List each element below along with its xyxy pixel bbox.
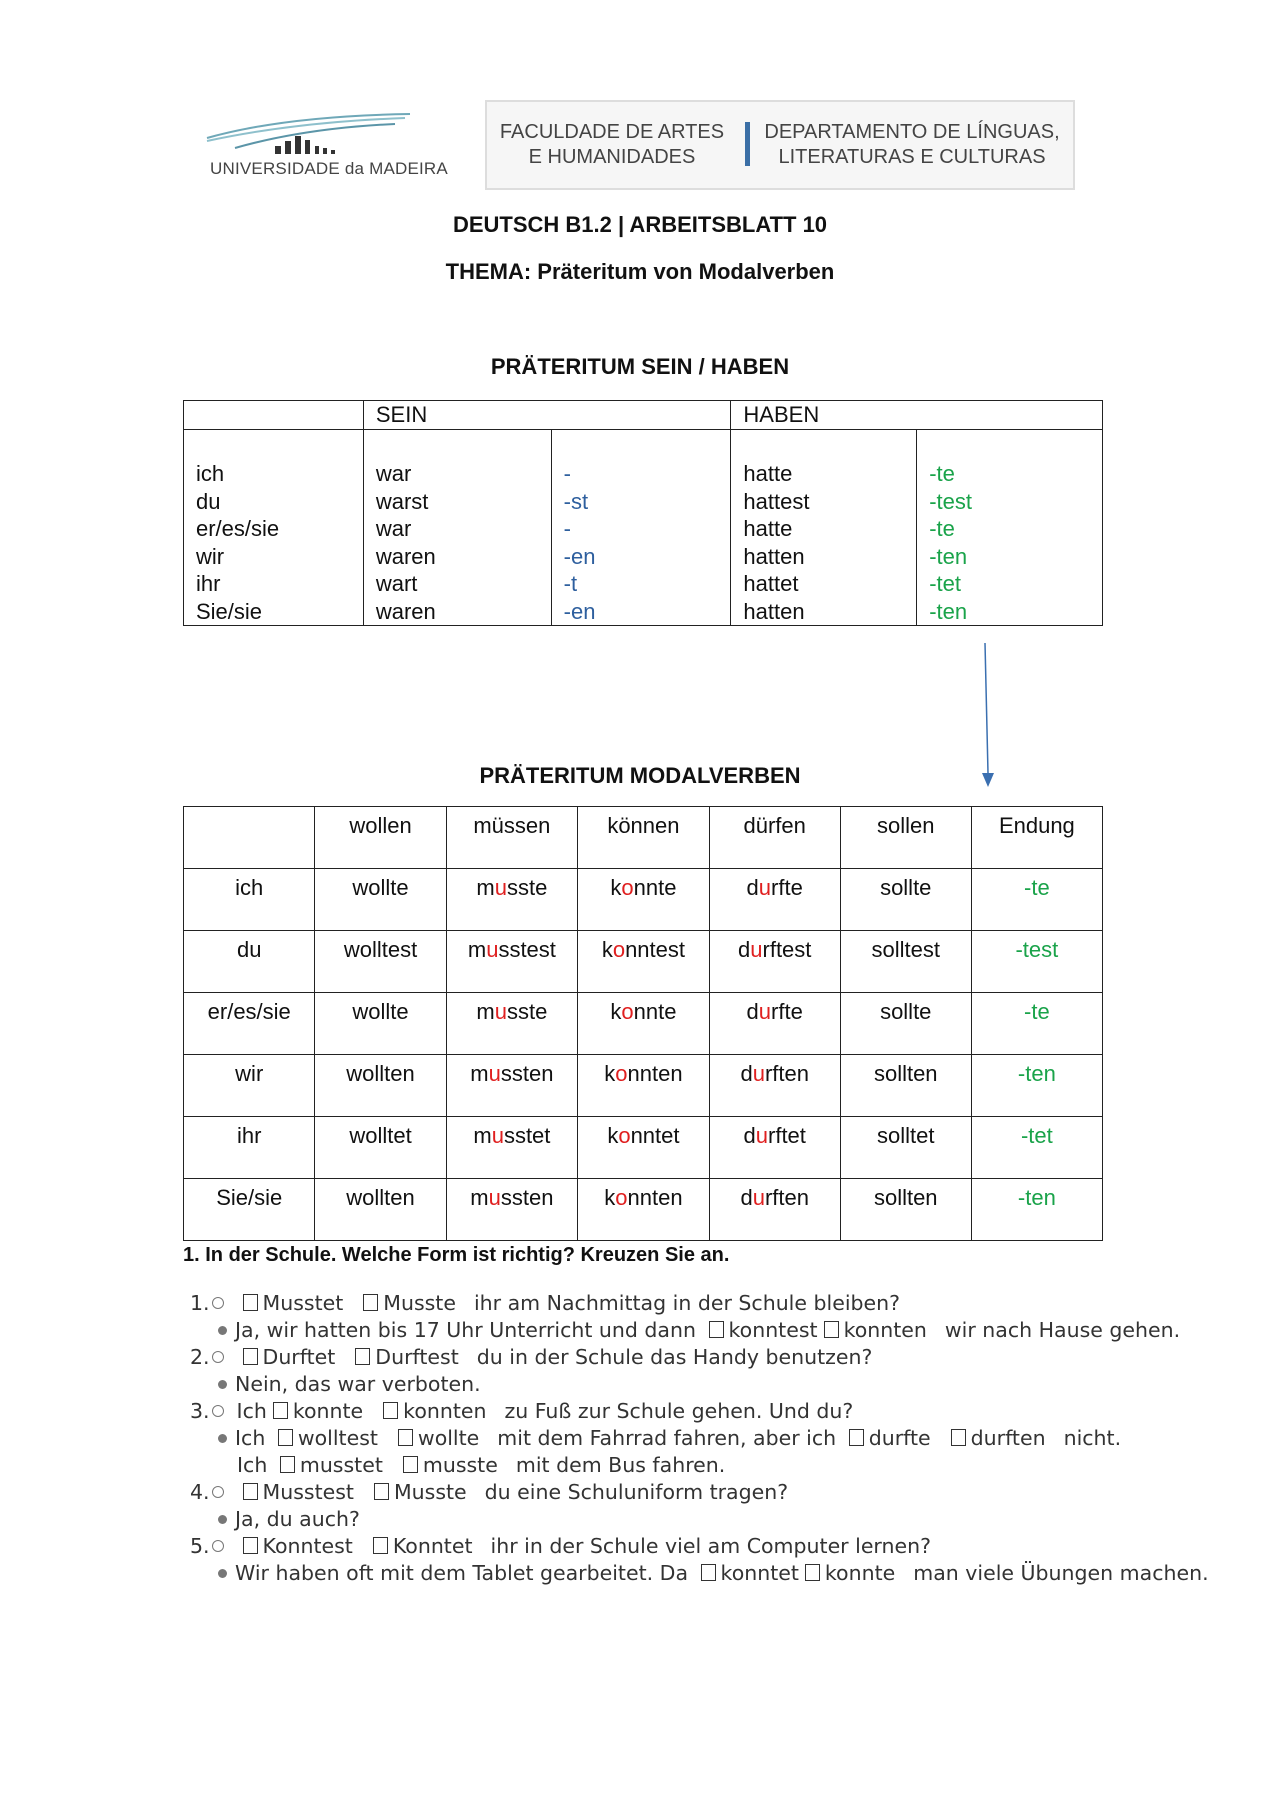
header-cell	[184, 807, 315, 869]
word-part: m	[476, 875, 495, 900]
option-label: durfte	[868, 1426, 931, 1450]
table-cell: wolltest	[315, 931, 446, 993]
sentence-text: Ja, wir hatten bis 17 Uhr Unterricht und dann	[235, 1318, 696, 1342]
answer-3b	[190, 1452, 1135, 1479]
question-number: 5.	[190, 1534, 210, 1558]
answer-4	[190, 1506, 1135, 1533]
haben-form: hatte	[743, 516, 793, 541]
university-logo	[205, 108, 448, 188]
question-4	[190, 1479, 1135, 1506]
sentence-text: Nein, das war verboten.	[235, 1372, 481, 1396]
table-cell: du	[184, 931, 315, 993]
question-number: 3.	[190, 1399, 210, 1423]
speaker-b-icon	[218, 1515, 227, 1524]
stem-vowel: o	[612, 937, 626, 962]
sein-ending: -en	[563, 598, 596, 624]
department-line: DEPARTAMENTO DE LÍNGUAS,	[764, 121, 1060, 143]
table-cell	[709, 1179, 840, 1241]
word-part: rftet	[768, 1123, 806, 1148]
table-cell	[578, 1055, 709, 1117]
option-label: konnten	[403, 1399, 487, 1423]
sein-ending: -en	[563, 543, 596, 569]
checkbox[interactable]	[280, 1456, 295, 1473]
word-part: nntet	[630, 1123, 680, 1148]
sein-ending: -	[563, 516, 571, 541]
sentence-text: mit dem Bus fahren.	[515, 1453, 726, 1477]
checkbox[interactable]	[383, 1402, 398, 1419]
speaker-b-icon	[218, 1326, 227, 1335]
stem-vowel: u	[494, 875, 507, 900]
question-3	[190, 1398, 1135, 1425]
question-number: 2.	[190, 1345, 210, 1369]
table-cell: sollten	[840, 1179, 971, 1241]
table-cell	[578, 931, 709, 993]
question-2	[190, 1344, 1135, 1371]
word-part: k	[607, 1123, 619, 1148]
table-cell	[709, 993, 840, 1055]
header-cell: müssen	[446, 807, 578, 869]
checkbox[interactable]	[278, 1429, 293, 1446]
word-part: d	[740, 1185, 753, 1210]
table-cell: sollte	[840, 869, 971, 931]
university-name: UNIVERSIDADE da MADEIRA	[210, 159, 448, 178]
department-name	[757, 120, 1067, 170]
sentence-text: Ich	[236, 1399, 267, 1423]
pronoun: ihr	[196, 571, 221, 596]
word-part: d	[738, 937, 751, 962]
sentence-text: Ich	[237, 1453, 268, 1477]
word-part: sstet	[503, 1123, 551, 1148]
table-cell	[446, 931, 578, 993]
banner-divider	[745, 122, 750, 166]
option-label: Konntet	[392, 1534, 473, 1558]
stem-vowel: o	[621, 999, 634, 1024]
sentence-text: wir nach Hause gehen.	[944, 1318, 1181, 1342]
table-cell: sollten	[840, 1055, 971, 1117]
sentence-text: Wir haben oft mit dem Tablet gearbeitet. Da	[235, 1561, 689, 1585]
haben-ending: -te	[929, 516, 955, 541]
sein-form: waren	[375, 543, 436, 569]
exercise-list	[190, 1290, 1209, 1587]
sein-form: wart	[375, 571, 418, 596]
option-label: konntest	[728, 1318, 818, 1342]
sentence-text: du eine Schuluniform tragen?	[484, 1480, 789, 1504]
checkbox[interactable]	[701, 1564, 716, 1581]
option-label: wollte	[417, 1426, 480, 1450]
header-cell: wollen	[315, 807, 446, 869]
header-sein: SEIN	[363, 401, 731, 430]
word-part: m	[476, 999, 495, 1024]
option-label: konntet	[720, 1561, 799, 1585]
table-cell	[709, 1055, 840, 1117]
checkbox[interactable]	[243, 1348, 258, 1365]
table-cell: er/es/sie	[184, 993, 315, 1055]
sein-ending: -st	[563, 488, 589, 514]
table-cell: wollten	[315, 1055, 446, 1117]
sein-form: waren	[375, 598, 436, 624]
speaker-a-icon	[212, 1405, 224, 1417]
stem-vowel: u	[488, 1061, 501, 1086]
answer-5	[190, 1560, 1209, 1587]
word-part: nnten	[627, 1185, 683, 1210]
table-cell: wollte	[315, 993, 446, 1055]
table-cell: -ten	[971, 1055, 1102, 1117]
table-cell	[446, 1055, 578, 1117]
sentence-text: ihr in der Schule viel am Computer lernen?	[490, 1534, 931, 1558]
word-part: sste	[506, 999, 548, 1024]
speaker-a-icon	[212, 1351, 224, 1363]
checkbox[interactable]	[273, 1402, 288, 1419]
checkbox[interactable]	[398, 1429, 413, 1446]
sentence-text: Ich	[235, 1426, 266, 1450]
checkbox[interactable]	[373, 1537, 388, 1554]
checkbox[interactable]	[243, 1483, 258, 1500]
stem-vowel: u	[752, 1061, 765, 1086]
stem-vowel: u	[494, 999, 507, 1024]
option-label: Musstest	[262, 1480, 354, 1504]
table-row	[184, 931, 1103, 993]
stem-vowel: u	[758, 875, 772, 900]
word-part: d	[740, 1061, 753, 1086]
haben-form: hattest	[743, 488, 810, 514]
word-part: nnten	[627, 1061, 683, 1086]
word-part: ssten	[500, 1185, 554, 1210]
word-part: ssten	[500, 1061, 554, 1086]
stem-vowel: u	[758, 999, 772, 1024]
option-label: Musste	[383, 1291, 456, 1315]
word-part: k	[610, 875, 622, 900]
option-label: musstet	[299, 1453, 383, 1477]
speaker-a-icon	[212, 1297, 224, 1309]
table-cell: ich	[184, 869, 315, 931]
word-part: m	[470, 1185, 489, 1210]
stem-vowel: u	[750, 937, 763, 962]
pronoun-column	[184, 430, 364, 626]
haben-form: hatte	[743, 461, 793, 486]
word-part: k	[604, 1061, 616, 1086]
stem-vowel: u	[755, 1123, 768, 1148]
sein-forms-column	[363, 430, 551, 626]
faculty-line: E HUMANIDADES	[528, 146, 696, 168]
sein-haben-table	[183, 400, 1103, 626]
option-label: konnte	[824, 1561, 896, 1585]
table-cell	[446, 1179, 578, 1241]
option-label: Musste	[393, 1480, 467, 1504]
word-part: nnte	[633, 875, 677, 900]
sein-form: war	[375, 516, 412, 541]
word-part: k	[604, 1185, 616, 1210]
stem-vowel: u	[752, 1185, 765, 1210]
answer-1	[190, 1317, 1181, 1344]
table-cell	[578, 1117, 709, 1179]
sentence-text: Ja, du auch?	[235, 1507, 360, 1531]
checkbox[interactable]	[374, 1483, 389, 1500]
word-part: d	[746, 875, 759, 900]
pronoun: ich	[196, 461, 225, 486]
sentence-text: mit dem Fahrrad fahren, aber ich	[497, 1426, 837, 1450]
answer-3	[190, 1425, 1135, 1452]
question-1	[190, 1290, 1135, 1317]
table-cell: -test	[971, 931, 1102, 993]
haben-ending: -ten	[929, 598, 968, 624]
sentence-text: nicht.	[1063, 1426, 1122, 1450]
speaker-a-icon	[212, 1540, 224, 1552]
option-label: Durftet	[262, 1345, 336, 1369]
modalverben-table	[183, 806, 1103, 1241]
question-5	[190, 1533, 1135, 1560]
table-cell	[709, 931, 840, 993]
question-number: 4.	[190, 1480, 210, 1504]
table-row	[184, 1055, 1103, 1117]
header-cell: können	[578, 807, 709, 869]
pronoun: du	[196, 488, 221, 514]
table-header-row	[184, 807, 1103, 869]
haben-ending: -te	[929, 461, 955, 486]
pronoun: er/es/sie	[196, 516, 280, 541]
stem-vowel: u	[491, 1123, 504, 1148]
sentence-text: man viele Übungen machen.	[913, 1561, 1209, 1585]
speaker-b-icon	[218, 1569, 227, 1578]
table-cell: wollte	[315, 869, 446, 931]
table-cell: solltest	[840, 931, 971, 993]
table-row	[184, 993, 1103, 1055]
sein-ending: -t	[563, 571, 578, 596]
table-cell: Sie/sie	[184, 1179, 315, 1241]
answer-2	[190, 1371, 1135, 1398]
table-cell	[446, 993, 578, 1055]
sein-endings-column	[551, 430, 731, 626]
checkbox[interactable]	[243, 1537, 258, 1554]
option-label: Durftest	[375, 1345, 459, 1369]
table-cell: wolltet	[315, 1117, 446, 1179]
sein-ending: -	[563, 461, 571, 486]
stem-vowel: u	[486, 937, 499, 962]
sentence-text: du in der Schule das Handy benutzen?	[476, 1345, 873, 1369]
table-cell: -ten	[971, 1179, 1102, 1241]
word-part: rftest	[762, 937, 812, 962]
table-cell	[578, 869, 709, 931]
haben-form: hattet	[743, 571, 799, 596]
exercise-title: 1. In der Schule. Welche Form ist richtig? Kreuzen Sie an.	[183, 1244, 730, 1266]
speaker-a-icon	[212, 1486, 224, 1498]
checkbox[interactable]	[363, 1294, 378, 1311]
table-cell: solltet	[840, 1117, 971, 1179]
word-part: rfte	[771, 999, 803, 1024]
checkbox[interactable]	[824, 1321, 839, 1338]
checkbox[interactable]	[951, 1429, 966, 1446]
faculty-name	[487, 120, 737, 170]
table-cell: -te	[971, 869, 1102, 931]
section-heading-sein-haben: PRÄTERITUM SEIN / HABEN	[490, 354, 790, 379]
table-row	[184, 1117, 1103, 1179]
checkbox[interactable]	[805, 1564, 820, 1581]
sein-form: warst	[375, 488, 429, 514]
checkbox[interactable]	[849, 1429, 864, 1446]
table-cell: -tet	[971, 1117, 1102, 1179]
section-heading-modalverben: PRÄTERITUM MODALVERBEN	[479, 763, 801, 788]
pronoun: wir	[196, 543, 225, 569]
table-cell	[446, 869, 578, 931]
table-cell: sollte	[840, 993, 971, 1055]
stem-vowel: o	[615, 1061, 628, 1086]
word-part: nntest	[625, 937, 685, 962]
option-label: Konntest	[262, 1534, 353, 1558]
header-cell: Endung	[971, 807, 1102, 869]
checkbox[interactable]	[403, 1456, 418, 1473]
option-label: wolltest	[297, 1426, 378, 1450]
department-line: LITERATURAS E CULTURAS	[778, 146, 1046, 168]
haben-ending: -test	[929, 488, 973, 514]
option-label: konnte	[292, 1399, 364, 1423]
haben-ending: -tet	[929, 571, 962, 596]
checkbox[interactable]	[243, 1294, 258, 1311]
table-cell	[578, 1179, 709, 1241]
table-cell: ihr	[184, 1117, 315, 1179]
university-logo-icon	[205, 108, 435, 158]
worksheet-title: DEUTSCH B1.2 | ARBEITSBLATT 10	[452, 212, 828, 237]
header-cell: dürfen	[709, 807, 840, 869]
option-label: Musstet	[262, 1291, 344, 1315]
pronoun: Sie/sie	[196, 598, 263, 624]
table-cell	[578, 993, 709, 1055]
checkbox[interactable]	[709, 1321, 724, 1338]
department-banner	[485, 100, 1075, 190]
table-row	[184, 1179, 1103, 1241]
haben-ending: -ten	[929, 543, 968, 569]
word-part: k	[610, 999, 622, 1024]
header-cell: sollen	[840, 807, 971, 869]
sentence-text: ihr am Nachmittag in der Schule bleiben?	[473, 1291, 901, 1315]
word-part: sstest	[498, 937, 556, 962]
speaker-b-icon	[218, 1380, 227, 1389]
haben-forms-column	[731, 430, 917, 626]
word-part: rfte	[771, 875, 803, 900]
option-label: durften	[970, 1426, 1046, 1450]
word-part: nnte	[633, 999, 677, 1024]
haben-form: hatten	[743, 543, 805, 569]
stem-vowel: o	[621, 875, 634, 900]
stem-vowel: u	[488, 1185, 501, 1210]
table-cell	[709, 869, 840, 931]
word-part: sste	[506, 875, 548, 900]
speaker-b-icon	[218, 1434, 227, 1443]
option-label: musste	[422, 1453, 498, 1477]
word-part: m	[470, 1061, 489, 1086]
table-row	[184, 869, 1103, 931]
option-label: konnten	[843, 1318, 927, 1342]
checkbox[interactable]	[355, 1348, 370, 1365]
table-cell: wollten	[315, 1179, 446, 1241]
word-part: m	[473, 1123, 492, 1148]
sein-form: war	[375, 461, 412, 486]
table-cell: wir	[184, 1055, 315, 1117]
word-part: rften	[764, 1061, 809, 1086]
worksheet-theme: THEMA: Präteritum von Modalverben	[445, 259, 835, 284]
table-cell: -te	[971, 993, 1102, 1055]
haben-form: hatten	[743, 598, 805, 624]
haben-endings-column	[917, 430, 1103, 626]
header-cell-empty	[184, 401, 364, 430]
word-part: m	[467, 937, 487, 962]
header-haben: HABEN	[731, 401, 1103, 430]
word-part: k	[601, 937, 613, 962]
word-part: d	[743, 1123, 756, 1148]
word-part: d	[746, 999, 759, 1024]
stem-vowel: o	[618, 1123, 631, 1148]
stem-vowel: o	[615, 1185, 628, 1210]
table-cell	[446, 1117, 578, 1179]
faculty-line: FACULDADE DE ARTES	[499, 121, 725, 143]
table-cell	[709, 1117, 840, 1179]
sentence-text: zu Fuß zur Schule gehen. Und du?	[504, 1399, 854, 1423]
word-part: rften	[764, 1185, 809, 1210]
question-number: 1.	[190, 1291, 210, 1315]
